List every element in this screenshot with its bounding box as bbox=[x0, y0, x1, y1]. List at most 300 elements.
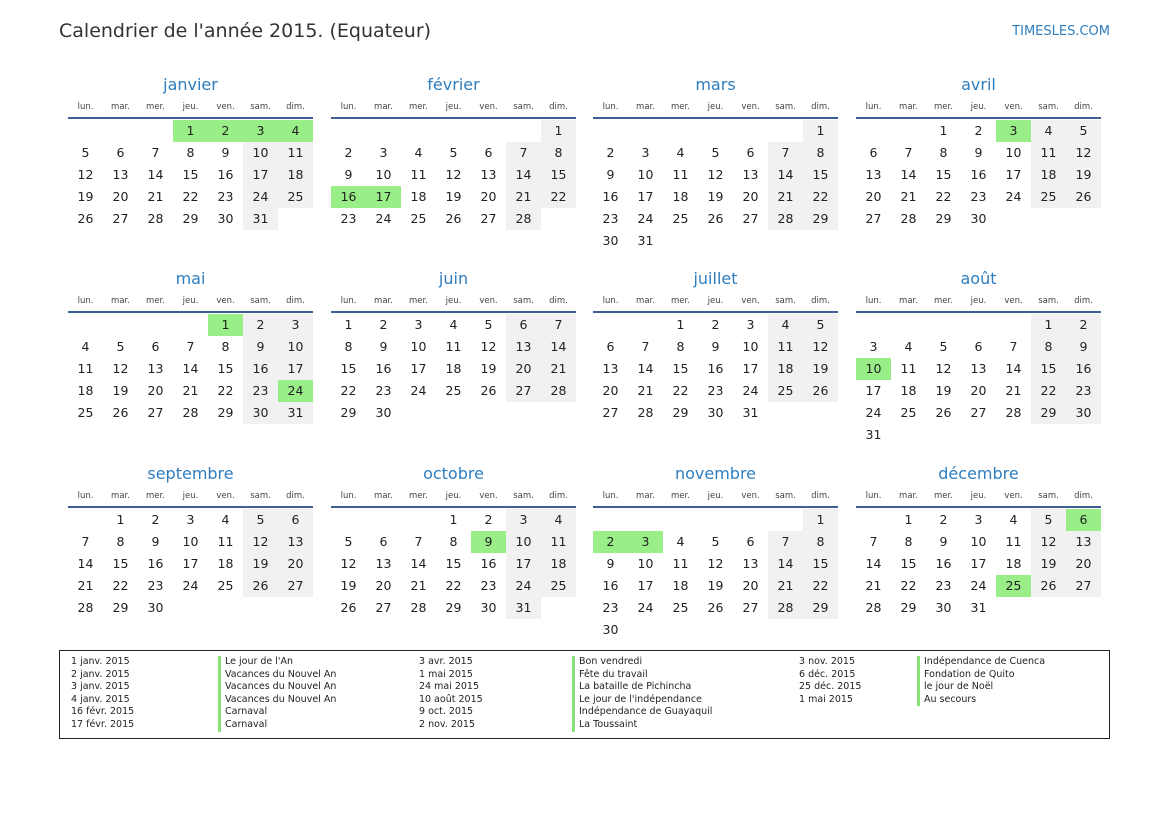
legend-holiday-name: Le jour de l'indépendance bbox=[572, 694, 712, 707]
day-cell: 5 bbox=[81, 145, 90, 160]
day-cell: 14 bbox=[147, 167, 164, 182]
day-cell: 7 bbox=[186, 339, 195, 354]
day-cell: 10 bbox=[970, 534, 987, 549]
day-cell: 13 bbox=[742, 556, 759, 571]
weekday-label: mer. bbox=[146, 102, 165, 112]
month-name: novembre bbox=[674, 464, 757, 483]
day-cell: 25 bbox=[278, 186, 313, 208]
legend-names-column bbox=[218, 656, 336, 732]
day-cell: 13 bbox=[506, 336, 541, 358]
legend-holiday-name: Au secours bbox=[917, 694, 1045, 707]
day-cell: 12 bbox=[340, 556, 357, 571]
month-1 bbox=[68, 74, 313, 230]
weekday-label: ven. bbox=[1004, 296, 1023, 306]
empty-cell bbox=[628, 509, 663, 531]
day-cell: 8 bbox=[541, 142, 576, 164]
day-cell: 12 bbox=[1066, 142, 1101, 164]
weekday-label: lun. bbox=[602, 102, 619, 112]
day-cell: 31 bbox=[243, 208, 278, 230]
page-title: Calendrier de l'année 2015. (Equateur) bbox=[59, 20, 432, 42]
day-cell: 22 bbox=[803, 575, 838, 597]
weekday-label: lun. bbox=[77, 491, 94, 501]
day-cell: 20 bbox=[742, 578, 759, 593]
legend-holiday-name: Indépendance de Guayaquil bbox=[572, 706, 712, 719]
legend-holiday-name: Le jour de l'An bbox=[218, 656, 336, 669]
day-cell: 31 bbox=[970, 600, 987, 615]
day-cell: 8 bbox=[449, 534, 458, 549]
day-cell: 30 bbox=[243, 402, 278, 424]
day-cell: 22 bbox=[217, 383, 234, 398]
day-cell: 28 bbox=[182, 405, 199, 420]
day-cell: 24 bbox=[1005, 189, 1022, 204]
day-cell: 29 bbox=[112, 600, 129, 615]
weekday-label: dim. bbox=[1074, 491, 1093, 501]
holiday-day-cell: 16 bbox=[331, 186, 366, 208]
day-cell: 22 bbox=[541, 186, 576, 208]
weekday-label: jeu. bbox=[970, 102, 987, 112]
day-cell: 12 bbox=[935, 361, 952, 376]
day-grid bbox=[856, 509, 1101, 619]
day-cell: 5 bbox=[116, 339, 125, 354]
day-cell: 25 bbox=[217, 578, 234, 593]
day-cell: 24 bbox=[410, 383, 427, 398]
day-cell: 21 bbox=[410, 578, 427, 593]
day-cell: 10 bbox=[243, 142, 278, 164]
holiday-day-cell: 25 bbox=[996, 575, 1031, 597]
weekday-label: jeu. bbox=[445, 296, 462, 306]
day-cell: 20 bbox=[742, 189, 759, 204]
day-cell: 27 bbox=[742, 211, 759, 226]
day-cell: 18 bbox=[278, 164, 313, 186]
weekday-label: mar. bbox=[374, 102, 393, 112]
header-rule bbox=[593, 117, 838, 119]
month-name: juin bbox=[438, 269, 469, 288]
day-cell: 14 bbox=[900, 167, 917, 182]
day-cell: 23 bbox=[480, 578, 497, 593]
empty-cell bbox=[628, 120, 663, 142]
weekday-label: sam. bbox=[513, 102, 534, 112]
empty-cell bbox=[856, 509, 891, 531]
day-cell: 31 bbox=[637, 233, 654, 248]
day-cell: 14 bbox=[865, 556, 882, 571]
day-cell: 11 bbox=[672, 167, 689, 182]
legend-dates-column bbox=[419, 656, 483, 732]
weekday-label: mer. bbox=[146, 491, 165, 501]
holiday-day-cell: 10 bbox=[856, 358, 891, 380]
day-cell: 4 bbox=[449, 317, 458, 332]
day-cell: 29 bbox=[672, 405, 689, 420]
legend-holiday-name: La Toussaint bbox=[572, 719, 712, 732]
day-cell: 15 bbox=[803, 553, 838, 575]
day-cell: 19 bbox=[243, 553, 278, 575]
day-cell: 5 bbox=[1066, 120, 1101, 142]
weekday-label: dim. bbox=[549, 102, 568, 112]
day-cell: 18 bbox=[1005, 556, 1022, 571]
day-cell: 14 bbox=[541, 336, 576, 358]
day-cell: 10 bbox=[637, 167, 654, 182]
weekday-label: dim. bbox=[549, 296, 568, 306]
day-cell: 6 bbox=[379, 534, 388, 549]
day-cell: 23 bbox=[970, 189, 987, 204]
weekday-label: mer. bbox=[934, 491, 953, 501]
weekday-label: mar. bbox=[899, 296, 918, 306]
month-name: juillet bbox=[693, 269, 738, 288]
empty-cell bbox=[856, 120, 891, 142]
weekday-label: mar. bbox=[636, 102, 655, 112]
day-cell: 4 bbox=[676, 534, 685, 549]
day-cell: 19 bbox=[340, 578, 357, 593]
day-cell: 11 bbox=[1031, 142, 1066, 164]
legend-holiday-name: Fête du travail bbox=[572, 669, 712, 682]
legend-holiday-name: le jour de Noël bbox=[917, 681, 1045, 694]
empty-cell bbox=[996, 314, 1031, 336]
holiday-day-cell: 1 bbox=[173, 120, 208, 142]
day-cell: 28 bbox=[77, 600, 94, 615]
day-cell: 15 bbox=[1031, 358, 1066, 380]
day-cell: 16 bbox=[1066, 358, 1101, 380]
day-cell: 15 bbox=[803, 164, 838, 186]
day-cell: 26 bbox=[340, 600, 357, 615]
day-cell: 13 bbox=[112, 167, 129, 182]
day-cell: 18 bbox=[1031, 164, 1066, 186]
day-cell: 24 bbox=[865, 405, 882, 420]
day-cell: 4 bbox=[221, 512, 230, 527]
day-cell: 7 bbox=[506, 142, 541, 164]
day-cell: 6 bbox=[746, 534, 755, 549]
day-cell: 5 bbox=[243, 509, 278, 531]
empty-cell bbox=[103, 314, 138, 336]
day-cell: 8 bbox=[904, 534, 913, 549]
weekday-label: dim. bbox=[811, 491, 830, 501]
day-cell: 8 bbox=[803, 531, 838, 553]
day-cell: 6 bbox=[278, 509, 313, 531]
day-cell: 18 bbox=[541, 553, 576, 575]
day-cell: 21 bbox=[506, 186, 541, 208]
day-cell: 27 bbox=[865, 211, 882, 226]
weekday-label: sam. bbox=[1038, 491, 1059, 501]
day-cell: 16 bbox=[375, 361, 392, 376]
header-rule bbox=[331, 311, 576, 313]
day-cell: 17 bbox=[637, 578, 654, 593]
day-cell: 2 bbox=[484, 512, 493, 527]
empty-cell bbox=[68, 120, 103, 142]
day-grid bbox=[68, 509, 313, 619]
weekday-label: sam. bbox=[250, 102, 271, 112]
day-cell: 30 bbox=[602, 233, 619, 248]
day-cell: 9 bbox=[606, 556, 615, 571]
day-cell: 10 bbox=[742, 339, 759, 354]
day-cell: 16 bbox=[935, 556, 952, 571]
day-cell: 15 bbox=[900, 556, 917, 571]
day-cell: 5 bbox=[711, 534, 720, 549]
weekday-header bbox=[331, 294, 576, 308]
day-cell: 23 bbox=[935, 578, 952, 593]
day-cell: 10 bbox=[375, 167, 392, 182]
day-cell: 21 bbox=[147, 189, 164, 204]
weekday-header bbox=[593, 100, 838, 114]
day-cell: 17 bbox=[182, 556, 199, 571]
day-cell: 26 bbox=[445, 211, 462, 226]
day-cell: 8 bbox=[344, 339, 353, 354]
holiday-legend bbox=[59, 650, 1110, 739]
day-cell: 8 bbox=[676, 339, 685, 354]
empty-cell bbox=[331, 120, 366, 142]
day-cell: 4 bbox=[768, 314, 803, 336]
day-grid bbox=[68, 314, 313, 424]
day-cell: 25 bbox=[672, 211, 689, 226]
day-cell: 9 bbox=[1066, 336, 1101, 358]
weekday-label: mer. bbox=[409, 102, 428, 112]
day-cell: 17 bbox=[1005, 167, 1022, 182]
day-cell: 26 bbox=[707, 600, 724, 615]
legend-date: 3 nov. 2015 bbox=[799, 656, 855, 667]
day-cell: 17 bbox=[278, 358, 313, 380]
day-cell: 29 bbox=[935, 211, 952, 226]
day-cell: 15 bbox=[217, 361, 234, 376]
day-cell: 24 bbox=[506, 575, 541, 597]
day-cell: 27 bbox=[506, 380, 541, 402]
day-grid bbox=[593, 314, 838, 424]
day-cell: 23 bbox=[602, 211, 619, 226]
day-cell: 17 bbox=[865, 383, 882, 398]
day-cell: 29 bbox=[445, 600, 462, 615]
day-cell: 13 bbox=[375, 556, 392, 571]
day-cell: 30 bbox=[707, 405, 724, 420]
weekday-label: ven. bbox=[741, 491, 760, 501]
day-cell: 12 bbox=[445, 167, 462, 182]
empty-cell bbox=[891, 120, 926, 142]
day-cell: 29 bbox=[803, 208, 838, 230]
month-name: février bbox=[427, 75, 480, 94]
empty-cell bbox=[698, 120, 733, 142]
holiday-day-cell: 4 bbox=[278, 120, 313, 142]
day-cell: 17 bbox=[742, 361, 759, 376]
day-cell: 27 bbox=[970, 405, 987, 420]
day-cell: 27 bbox=[375, 600, 392, 615]
legend-date: 24 mai 2015 bbox=[419, 681, 480, 693]
weekday-label: mar. bbox=[899, 491, 918, 501]
day-cell: 2 bbox=[711, 317, 720, 332]
day-cell: 13 bbox=[970, 361, 987, 376]
weekday-header bbox=[856, 489, 1101, 503]
legend-holiday-name: Vacances du Nouvel An bbox=[218, 669, 336, 682]
day-cell: 1 bbox=[116, 512, 125, 527]
day-cell: 31 bbox=[506, 597, 541, 619]
month-name: août bbox=[960, 269, 997, 288]
day-cell: 8 bbox=[1031, 336, 1066, 358]
day-cell: 22 bbox=[1031, 380, 1066, 402]
day-cell: 22 bbox=[803, 186, 838, 208]
day-cell: 26 bbox=[803, 380, 838, 402]
day-cell: 23 bbox=[243, 380, 278, 402]
day-cell: 15 bbox=[541, 164, 576, 186]
day-cell: 20 bbox=[480, 189, 497, 204]
day-cell: 15 bbox=[340, 361, 357, 376]
day-cell: 28 bbox=[147, 211, 164, 226]
day-cell: 23 bbox=[375, 383, 392, 398]
day-cell: 19 bbox=[1031, 553, 1066, 575]
weekday-label: dim. bbox=[1074, 296, 1093, 306]
day-cell: 11 bbox=[410, 167, 427, 182]
header-rule bbox=[856, 311, 1101, 313]
month-9 bbox=[68, 463, 313, 619]
empty-cell bbox=[331, 509, 366, 531]
legend-date: 17 févr. 2015 bbox=[71, 718, 135, 730]
day-cell: 2 bbox=[606, 145, 615, 160]
day-cell: 30 bbox=[935, 600, 952, 615]
holiday-day-cell: 2 bbox=[593, 531, 628, 553]
day-cell: 12 bbox=[77, 167, 94, 182]
day-cell: 17 bbox=[410, 361, 427, 376]
day-cell: 14 bbox=[768, 553, 803, 575]
day-cell: 27 bbox=[742, 600, 759, 615]
day-cell: 11 bbox=[445, 339, 462, 354]
day-cell: 22 bbox=[900, 578, 917, 593]
empty-cell bbox=[401, 120, 436, 142]
day-cell: 24 bbox=[243, 186, 278, 208]
day-cell: 9 bbox=[344, 167, 353, 182]
day-cell: 20 bbox=[865, 189, 882, 204]
weekday-label: jeu. bbox=[182, 102, 199, 112]
day-cell: 16 bbox=[707, 361, 724, 376]
holiday-day-cell: 9 bbox=[471, 531, 506, 553]
day-cell: 18 bbox=[410, 189, 427, 204]
month-name: septembre bbox=[147, 464, 234, 483]
day-cell: 30 bbox=[217, 211, 234, 226]
empty-cell bbox=[926, 314, 961, 336]
day-cell: 16 bbox=[602, 189, 619, 204]
day-cell: 14 bbox=[637, 361, 654, 376]
legend-date: 6 déc. 2015 bbox=[799, 668, 856, 680]
legend-date: 2 nov. 2015 bbox=[419, 718, 475, 730]
day-cell: 9 bbox=[243, 336, 278, 358]
empty-cell bbox=[68, 314, 103, 336]
weekday-label: sam. bbox=[775, 102, 796, 112]
day-cell: 19 bbox=[77, 189, 94, 204]
day-cell: 19 bbox=[112, 383, 129, 398]
weekday-label: lun. bbox=[865, 296, 882, 306]
legend-names-column bbox=[917, 656, 1045, 706]
day-cell: 16 bbox=[970, 167, 987, 182]
weekday-label: lun. bbox=[77, 296, 94, 306]
day-cell: 7 bbox=[768, 142, 803, 164]
day-cell: 10 bbox=[1005, 145, 1022, 160]
weekday-label: jeu. bbox=[970, 491, 987, 501]
weekday-header bbox=[593, 294, 838, 308]
day-cell: 15 bbox=[672, 361, 689, 376]
day-cell: 7 bbox=[869, 534, 878, 549]
legend-holiday-name: Indépendance de Cuenca bbox=[917, 656, 1045, 669]
empty-cell bbox=[173, 314, 208, 336]
day-cell: 23 bbox=[147, 578, 164, 593]
day-cell: 12 bbox=[243, 531, 278, 553]
legend-holiday-name: Carnaval bbox=[218, 706, 336, 719]
day-cell: 26 bbox=[112, 405, 129, 420]
empty-cell bbox=[436, 120, 471, 142]
day-cell: 23 bbox=[340, 211, 357, 226]
empty-cell bbox=[366, 120, 401, 142]
day-cell: 16 bbox=[217, 167, 234, 182]
day-cell: 19 bbox=[707, 578, 724, 593]
holiday-day-cell: 24 bbox=[278, 380, 313, 402]
month-name: janvier bbox=[163, 75, 218, 94]
day-cell: 18 bbox=[672, 578, 689, 593]
empty-cell bbox=[506, 120, 541, 142]
day-cell: 2 bbox=[974, 123, 983, 138]
day-cell: 15 bbox=[935, 167, 952, 182]
day-cell: 21 bbox=[1005, 383, 1022, 398]
day-cell: 25 bbox=[768, 380, 803, 402]
weekday-label: mer. bbox=[671, 296, 690, 306]
day-cell: 11 bbox=[217, 534, 234, 549]
day-cell: 20 bbox=[506, 358, 541, 380]
day-cell: 29 bbox=[803, 597, 838, 619]
day-cell: 18 bbox=[768, 358, 803, 380]
day-cell: 13 bbox=[147, 361, 164, 376]
day-grid bbox=[331, 509, 576, 619]
day-cell: 14 bbox=[182, 361, 199, 376]
day-cell: 9 bbox=[379, 339, 388, 354]
day-cell: 2 bbox=[379, 317, 388, 332]
day-cell: 7 bbox=[904, 145, 913, 160]
month-7 bbox=[593, 268, 838, 424]
weekday-label: sam. bbox=[250, 491, 271, 501]
month-3 bbox=[593, 74, 838, 252]
day-cell: 7 bbox=[541, 314, 576, 336]
day-cell: 30 bbox=[147, 600, 164, 615]
day-cell: 27 bbox=[1066, 575, 1101, 597]
day-cell: 22 bbox=[672, 383, 689, 398]
day-cell: 10 bbox=[410, 339, 427, 354]
weekday-label: dim. bbox=[1074, 102, 1093, 112]
day-cell: 25 bbox=[900, 405, 917, 420]
month-10 bbox=[331, 463, 576, 619]
day-cell: 20 bbox=[112, 189, 129, 204]
site-link[interactable]: TIMESLES.COM bbox=[1012, 24, 1110, 39]
day-cell: 30 bbox=[480, 600, 497, 615]
empty-cell bbox=[628, 314, 663, 336]
day-cell: 28 bbox=[541, 380, 576, 402]
day-cell: 26 bbox=[707, 211, 724, 226]
day-cell: 14 bbox=[410, 556, 427, 571]
day-cell: 6 bbox=[974, 339, 983, 354]
holiday-day-cell: 1 bbox=[208, 314, 243, 336]
day-cell: 27 bbox=[278, 575, 313, 597]
empty-cell bbox=[138, 120, 173, 142]
day-cell: 28 bbox=[865, 600, 882, 615]
weekday-label: sam. bbox=[250, 296, 271, 306]
weekday-label: lun. bbox=[865, 491, 882, 501]
day-cell: 7 bbox=[1009, 339, 1018, 354]
day-cell: 11 bbox=[672, 556, 689, 571]
empty-cell bbox=[401, 509, 436, 531]
weekday-header bbox=[68, 100, 313, 114]
day-cell: 17 bbox=[637, 189, 654, 204]
header-rule bbox=[593, 311, 838, 313]
weekday-label: mar. bbox=[636, 296, 655, 306]
weekday-header bbox=[856, 294, 1101, 308]
day-cell: 10 bbox=[278, 336, 313, 358]
legend-date: 4 janv. 2015 bbox=[71, 693, 130, 705]
day-cell: 3 bbox=[379, 145, 388, 160]
day-cell: 11 bbox=[541, 531, 576, 553]
weekday-label: jeu. bbox=[445, 102, 462, 112]
day-grid bbox=[593, 509, 838, 641]
day-cell: 4 bbox=[414, 145, 423, 160]
day-cell: 2 bbox=[243, 314, 278, 336]
day-cell: 21 bbox=[865, 578, 882, 593]
weekday-label: ven. bbox=[1004, 102, 1023, 112]
